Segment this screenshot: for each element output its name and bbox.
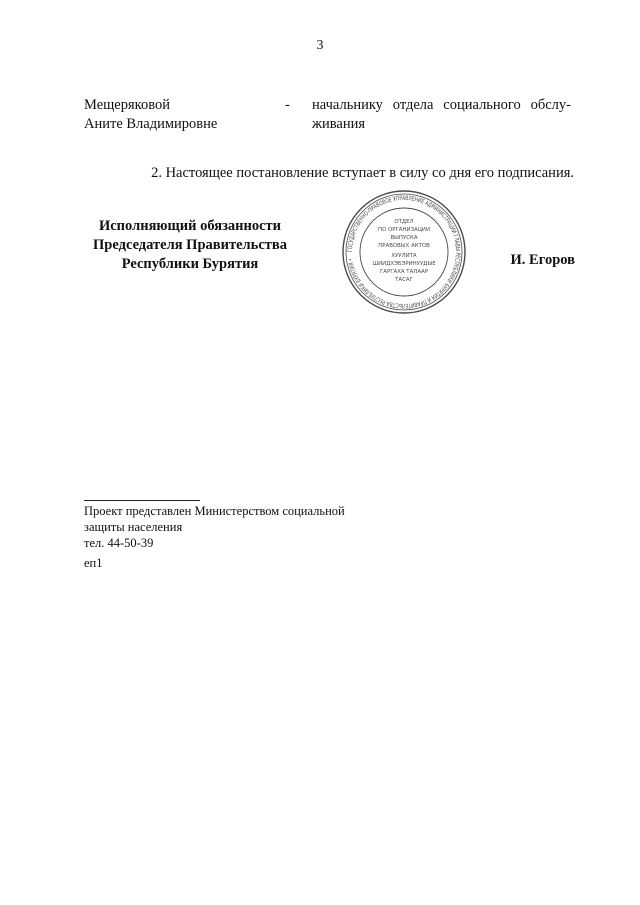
- seal-ring-text: ГОСУДАРСТВЕННО-ПРАВОВОЕ УПРАВЛЕНИЕ АДМИНИСТРАЦИИ ГЛАВЫ РЕСПУБЛИКИ БУРЯТИЯ И ПРАВИТЕЛЬСТВА РЕСПУБЛИКИ БУРЯТИЯ •: [346, 194, 462, 310]
- effective-date-paragraph: 2. Настоящее постановление вступает в силу со дня его подписания.: [151, 165, 574, 181]
- seal-center-line1: ОТДЕЛ: [394, 219, 414, 225]
- signatory-title-line2: Председателя Правительства: [93, 237, 287, 253]
- page-number: 3: [316, 38, 324, 53]
- signatory-title-line3: Республики Бурятия: [121, 256, 259, 272]
- official-seal: [340, 188, 468, 316]
- assignee-name: [84, 96, 284, 134]
- seal-center-line7: ГАРГАХА ТАЛААР: [380, 269, 428, 275]
- signatory-title-line1: Исполняющий обязанности: [98, 218, 282, 234]
- seal-center-line8: ТАСАГ: [395, 277, 413, 283]
- footnote-phone: тел. 44-50-39: [84, 536, 154, 550]
- assignee-position-line2: живания: [312, 116, 366, 132]
- footnote-line1: Проект представлен Министерством социальной: [84, 504, 345, 518]
- footnote-divider: [84, 500, 200, 501]
- seal-center-line3: ВЫПУСКА: [390, 235, 418, 241]
- assignee-position: [312, 96, 571, 134]
- assignee-given-name: Аните Владимировне: [84, 116, 218, 132]
- assignee-position-line1: начальнику отдела социального обслу-: [312, 97, 571, 113]
- footnote-line2: защиты населения: [84, 520, 183, 534]
- seal-outer-ring: [343, 191, 465, 313]
- footnote: [84, 503, 384, 551]
- assignment-dash: -: [285, 97, 290, 113]
- signatory-name: И. Егоров: [510, 252, 575, 268]
- seal-center-line5: ХУУЛИТА: [391, 253, 417, 259]
- seal-outer-ring-inner: [346, 194, 462, 310]
- assignee-surname: Мещеряковой: [84, 97, 170, 113]
- seal-center-line2: ПО ОРГАНИЗАЦИИ: [378, 227, 430, 233]
- signatory-title: [84, 217, 296, 274]
- seal-center-line4: ПРАВОВЫХ АКТОВ: [378, 243, 430, 249]
- document-code: еп1: [84, 556, 103, 570]
- seal-center-line6: ШИИДХЭБЭРИНУУДЫЕ: [372, 261, 436, 267]
